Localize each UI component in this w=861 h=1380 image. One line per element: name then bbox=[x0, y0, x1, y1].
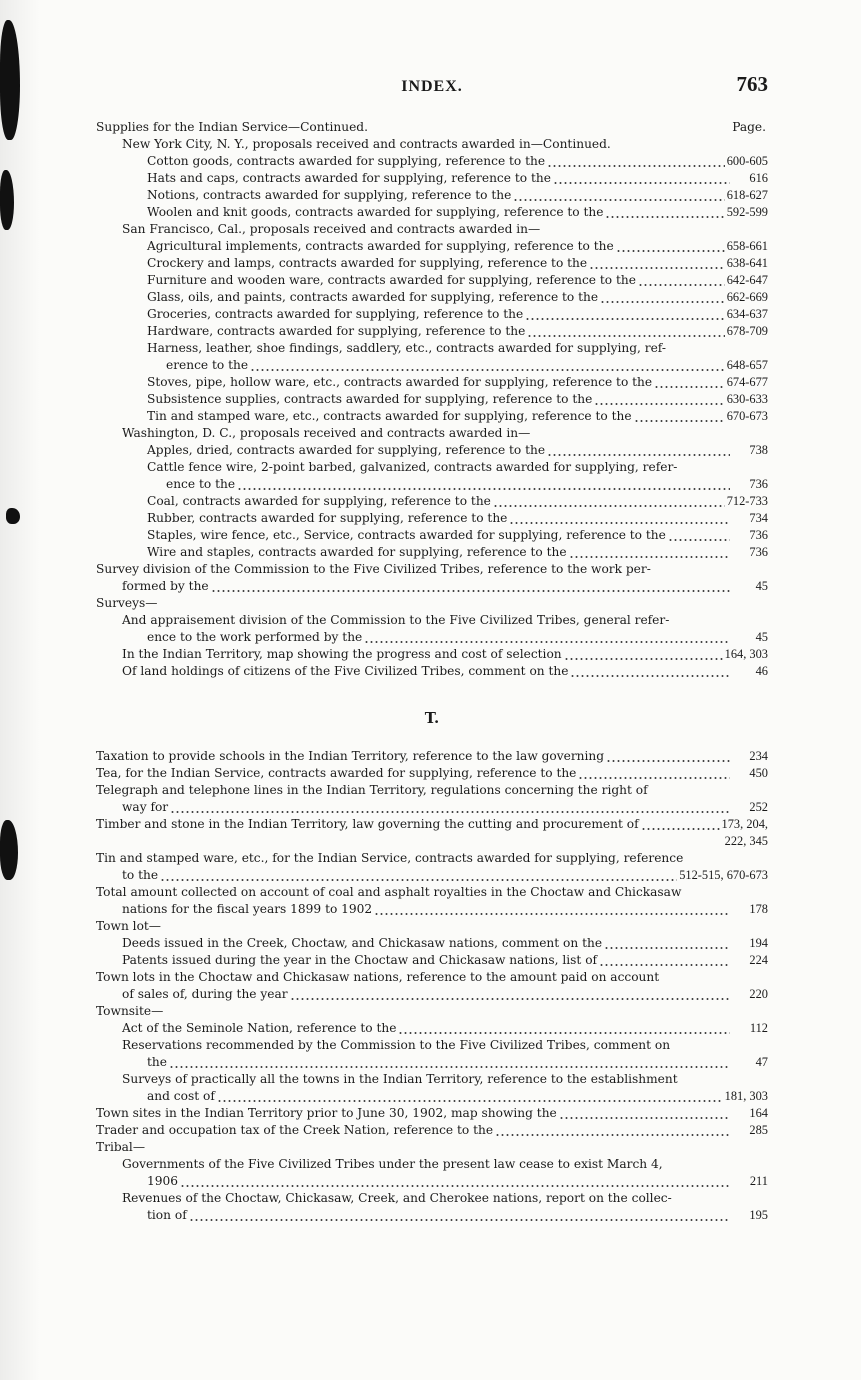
index-entry bbox=[96, 476, 768, 493]
entry-text: of sales of, during the year bbox=[122, 987, 288, 1001]
index-entry bbox=[96, 1122, 768, 1139]
entry-text: Surveys— bbox=[96, 596, 158, 610]
index-entry bbox=[96, 969, 768, 986]
dot-leader bbox=[525, 306, 725, 323]
entry-page: 224 bbox=[749, 953, 768, 967]
index-entry bbox=[96, 629, 768, 646]
entry-page: 662-669 bbox=[726, 290, 768, 304]
dot-leader bbox=[217, 1088, 723, 1105]
entry-text: And appraisement division of the Commission to the Five Civilized Tribes, general refer- bbox=[122, 613, 670, 627]
index-entry bbox=[96, 816, 768, 833]
dot-leader bbox=[604, 935, 730, 952]
entry-text: 1906 bbox=[147, 1174, 179, 1188]
entry-page bbox=[732, 850, 768, 867]
index-entry bbox=[96, 391, 768, 408]
entry-page bbox=[732, 782, 768, 799]
dot-leader bbox=[685, 850, 730, 867]
entry-text: Tribal— bbox=[96, 1140, 146, 1154]
entry-page bbox=[732, 425, 768, 442]
scan-blot bbox=[6, 508, 20, 524]
entry-text: Glass, oils, and paints, contracts awarded for supplying, reference to the bbox=[147, 290, 599, 304]
entry-page bbox=[732, 1156, 768, 1173]
index-entry bbox=[96, 493, 768, 510]
index-entry bbox=[96, 357, 768, 374]
entry-text: Reservations recommended by the Commission to the Five Civilized Tribes, comment on bbox=[122, 1038, 671, 1052]
entry-text: Cattle fence wire, 2-point barbed, galvanized, contracts awarded for supplying, refer- bbox=[147, 460, 678, 474]
dot-leader bbox=[680, 1071, 730, 1088]
entry-text: Taxation to provide schools in the Indian Territory, reference to the law governing bbox=[96, 749, 605, 763]
page-column-label: Page. bbox=[732, 120, 766, 134]
index-entry bbox=[96, 374, 768, 391]
entry-page: 45 bbox=[755, 630, 768, 644]
dot-leader bbox=[564, 646, 723, 663]
entry-page: 736 bbox=[749, 545, 768, 559]
dot-leader bbox=[650, 782, 730, 799]
continued-heading-row bbox=[96, 119, 768, 136]
dot-leader bbox=[653, 561, 730, 578]
dot-leader bbox=[159, 595, 730, 612]
entry-text: tion of bbox=[147, 1208, 187, 1222]
entry-page bbox=[732, 884, 768, 901]
entry-text: Patents issued during the year in the Choctaw and Chickasaw nations, list of bbox=[122, 953, 598, 967]
entry-page bbox=[732, 340, 768, 357]
entry-text: Coal, contracts awarded for supplying, reference to the bbox=[147, 494, 491, 508]
entry-text: Telegraph and telephone lines in the Indian Territory, regulations concerning the right of bbox=[96, 783, 648, 797]
entry-page: 512-515, 670-673 bbox=[679, 868, 768, 882]
dot-leader bbox=[569, 544, 730, 561]
index-entry bbox=[96, 1156, 768, 1173]
index-entry bbox=[96, 204, 768, 221]
entry-text: Governments of the Five Civilized Tribes under the present law cease to exist March 4, bbox=[122, 1157, 663, 1171]
index-entry bbox=[96, 170, 768, 187]
index-entry bbox=[96, 833, 768, 850]
entry-page: 712-733 bbox=[726, 494, 768, 508]
entry-text: ence to the work performed by the bbox=[147, 630, 363, 644]
index-entry bbox=[96, 748, 768, 765]
index-entry bbox=[96, 1037, 768, 1054]
entry-page: 222, 345 bbox=[724, 834, 768, 848]
dot-leader bbox=[605, 204, 724, 221]
dot-leader bbox=[638, 272, 725, 289]
entry-text: Tin and stamped ware, etc., for the Indian Service, contracts awarded for supplying, reference bbox=[96, 851, 684, 865]
entry-page: 634-637 bbox=[726, 307, 768, 321]
entry-text: New York City, N. Y., proposals received and contracts awarded in—Continued. bbox=[122, 137, 611, 151]
dot-leader bbox=[513, 187, 724, 204]
dot-leader bbox=[189, 1207, 730, 1224]
entry-text: Cotton goods, contracts awarded for supplying, reference to the bbox=[147, 154, 546, 168]
dot-leader bbox=[509, 510, 730, 527]
entry-text: Act of the Seminole Nation, reference to the bbox=[122, 1021, 397, 1035]
index-entry bbox=[96, 867, 768, 884]
entry-text: Town sites in the Indian Territory prior to June 30, 1902, map showing the bbox=[96, 1106, 557, 1120]
entry-text: the bbox=[147, 1055, 167, 1069]
index-entry bbox=[96, 323, 768, 340]
entry-text: erence to the bbox=[166, 358, 249, 372]
index-entry bbox=[96, 1003, 768, 1020]
entry-page: 194 bbox=[749, 936, 768, 950]
dot-leader bbox=[661, 969, 730, 986]
entry-text: San Francisco, Cal., proposals received and contracts awarded in— bbox=[122, 222, 541, 236]
entry-text: Surveys of practically all the towns in the Indian Territory, reference to the establishment bbox=[122, 1072, 678, 1086]
entry-text: Staples, wire fence, etc., Service, contracts awarded for supplying, reference to the bbox=[147, 528, 666, 542]
dot-leader bbox=[547, 153, 725, 170]
index-entry bbox=[96, 612, 768, 629]
dot-leader bbox=[547, 442, 730, 459]
dot-leader bbox=[374, 901, 730, 918]
index-entry bbox=[96, 510, 768, 527]
entry-text: Notions, contracts awarded for supplying, reference to the bbox=[147, 188, 512, 202]
entry-page: 164 bbox=[749, 1106, 768, 1120]
dot-leader bbox=[147, 1139, 730, 1156]
entry-page: 618-627 bbox=[726, 188, 768, 202]
dot-leader bbox=[683, 884, 730, 901]
entry-text: Woolen and knit goods, contracts awarded for supplying, reference to the bbox=[147, 205, 604, 219]
entry-text: Tin and stamped ware, etc., contracts awarded for supplying, reference to the bbox=[147, 409, 632, 423]
entry-page: 736 bbox=[749, 477, 768, 491]
entry-page bbox=[732, 221, 768, 238]
index-entry bbox=[96, 272, 768, 289]
index-entry bbox=[96, 289, 768, 306]
entry-page: 738 bbox=[749, 443, 768, 457]
entry-page: 112 bbox=[749, 1021, 768, 1035]
dot-leader bbox=[570, 663, 730, 680]
entry-page: 630-633 bbox=[726, 392, 768, 406]
entry-text: Harness, leather, shoe findings, saddlery, etc., contracts awarded for supplying, ref- bbox=[147, 341, 667, 355]
index-entry bbox=[96, 1088, 768, 1105]
entry-page: 638-641 bbox=[726, 256, 768, 270]
entry-page: 600-605 bbox=[726, 154, 768, 168]
entry-text: nations for the fiscal years 1899 to 1902 bbox=[122, 902, 373, 916]
entry-page: 648-657 bbox=[726, 358, 768, 372]
entry-text: formed by the bbox=[122, 579, 209, 593]
entry-page: 736 bbox=[749, 528, 768, 542]
continued-heading: Supplies for the Indian Service—Continued. bbox=[96, 120, 368, 134]
entry-page bbox=[732, 595, 768, 612]
dot-leader bbox=[665, 1156, 730, 1173]
index-entry bbox=[96, 459, 768, 476]
index-entry bbox=[96, 782, 768, 799]
index-entry bbox=[96, 1105, 768, 1122]
dot-leader bbox=[180, 1173, 730, 1190]
index-section-s bbox=[96, 119, 768, 680]
entry-text: Trader and occupation tax of the Creek Nation, reference to the bbox=[96, 1123, 494, 1137]
entry-text: ence to the bbox=[166, 477, 236, 491]
entry-text: In the Indian Territory, map showing the progress and cost of selection bbox=[122, 647, 562, 661]
entry-text: Crockery and lamps, contracts awarded for supplying, reference to the bbox=[147, 256, 588, 270]
entry-text: Total amount collected on account of coal and asphalt royalties in the Choctaw and Chickasaw bbox=[96, 885, 682, 899]
entry-page: 173, 204, bbox=[721, 817, 768, 831]
dot-leader bbox=[606, 748, 730, 765]
index-entry bbox=[96, 986, 768, 1003]
entry-page: 211 bbox=[749, 1174, 768, 1188]
index-entry bbox=[96, 952, 768, 969]
entry-page: 195 bbox=[749, 1208, 768, 1222]
entry-page: 734 bbox=[749, 511, 768, 525]
entry-text: and cost of bbox=[147, 1089, 215, 1103]
entry-page: 164, 303 bbox=[724, 647, 768, 661]
entry-page bbox=[732, 1071, 768, 1088]
entry-page bbox=[732, 561, 768, 578]
entry-page bbox=[732, 1003, 768, 1020]
section-letter: T. bbox=[424, 709, 440, 727]
entry-text: Survey division of the Commission to the Five Civilized Tribes, reference to the work per- bbox=[96, 562, 651, 576]
dot-leader bbox=[599, 952, 730, 969]
index-entry bbox=[96, 901, 768, 918]
dot-leader bbox=[613, 136, 730, 153]
index-entry bbox=[96, 1190, 768, 1207]
entry-page: 252 bbox=[749, 800, 768, 814]
index-entry bbox=[96, 1173, 768, 1190]
dot-leader bbox=[237, 476, 730, 493]
dot-leader bbox=[674, 1190, 730, 1207]
index-entry bbox=[96, 1020, 768, 1037]
index-entry bbox=[96, 1054, 768, 1071]
dot-leader bbox=[634, 408, 725, 425]
index-entry bbox=[96, 340, 768, 357]
dot-leader bbox=[250, 357, 725, 374]
index-entry bbox=[96, 765, 768, 782]
index-entry bbox=[96, 1071, 768, 1088]
entry-text: Rubber, contracts awarded for supplying, reference to the bbox=[147, 511, 508, 525]
entry-text: Subsistence supplies, contracts awarded for supplying, reference to the bbox=[147, 392, 593, 406]
entry-text: Town lots in the Choctaw and Chickasaw nations, reference to the amount paid on account bbox=[96, 970, 660, 984]
entry-text: Deeds issued in the Creek, Choctaw, and Chickasaw nations, comment on the bbox=[122, 936, 603, 950]
entry-text: Groceries, contracts awarded for supplying, reference to the bbox=[147, 307, 524, 321]
entry-page bbox=[732, 969, 768, 986]
entry-text: Tea, for the Indian Service, contracts awarded for supplying, reference to the bbox=[96, 766, 577, 780]
index-entry bbox=[96, 561, 768, 578]
dot-leader bbox=[654, 374, 725, 391]
page-number: 763 bbox=[736, 72, 768, 96]
index-entry bbox=[96, 442, 768, 459]
dot-leader bbox=[578, 765, 730, 782]
index-entry bbox=[96, 935, 768, 952]
entry-page bbox=[732, 1037, 768, 1054]
entry-text: Wire and staples, contracts awarded for supplying, reference to the bbox=[147, 545, 567, 559]
entry-text: Hardware, contracts awarded for supplying, reference to the bbox=[147, 324, 526, 338]
entry-text: Stoves, pipe, hollow ware, etc., contracts awarded for supplying, reference to the bbox=[147, 375, 653, 389]
entry-page: 46 bbox=[755, 664, 768, 678]
dot-leader bbox=[98, 833, 723, 850]
dot-leader bbox=[553, 170, 730, 187]
index-entry bbox=[96, 850, 768, 867]
entry-page: 642-647 bbox=[726, 273, 768, 287]
dot-leader bbox=[290, 986, 730, 1003]
dot-leader bbox=[589, 255, 725, 272]
index-entry bbox=[96, 187, 768, 204]
index-entry bbox=[96, 221, 768, 238]
dot-leader bbox=[169, 1054, 730, 1071]
dot-leader bbox=[671, 612, 730, 629]
entry-page bbox=[732, 918, 768, 935]
entry-page: 234 bbox=[749, 749, 768, 763]
dot-leader bbox=[641, 816, 720, 833]
index-entry bbox=[96, 544, 768, 561]
entry-text: Townsite— bbox=[96, 1004, 164, 1018]
entry-page: 674-677 bbox=[726, 375, 768, 389]
dot-leader bbox=[672, 1037, 730, 1054]
index-entry bbox=[96, 408, 768, 425]
entry-page: 658-661 bbox=[726, 239, 768, 253]
dot-leader bbox=[616, 238, 725, 255]
index-entry bbox=[96, 595, 768, 612]
index-entry bbox=[96, 646, 768, 663]
index-entry bbox=[96, 578, 768, 595]
entry-text: way for bbox=[122, 800, 169, 814]
entry-text: Of land holdings of citizens of the Five Civilized Tribes, comment on the bbox=[122, 664, 569, 678]
entry-page: 592-599 bbox=[726, 205, 768, 219]
entry-page bbox=[732, 459, 768, 476]
dot-leader bbox=[160, 867, 677, 884]
dot-leader bbox=[493, 493, 725, 510]
dot-leader bbox=[163, 918, 730, 935]
entry-page bbox=[732, 136, 768, 153]
index-entry bbox=[96, 255, 768, 272]
index-entry bbox=[96, 136, 768, 153]
index-entry bbox=[96, 918, 768, 935]
entry-page: 220 bbox=[749, 987, 768, 1001]
dot-leader bbox=[532, 425, 730, 442]
entry-text: Apples, dried, contracts awarded for supplying, reference to the bbox=[147, 443, 546, 457]
entry-page bbox=[732, 1190, 768, 1207]
dot-leader bbox=[211, 578, 730, 595]
entry-page: 616 bbox=[749, 171, 768, 185]
entry-page: 45 bbox=[755, 579, 768, 593]
entry-page: 178 bbox=[749, 902, 768, 916]
page-header bbox=[96, 72, 768, 100]
dot-leader bbox=[542, 221, 730, 238]
dot-leader bbox=[679, 459, 730, 476]
entry-text: Furniture and wooden ware, contracts awarded for supplying, reference to the bbox=[147, 273, 636, 287]
entry-text: Hats and caps, contracts awarded for supplying, reference to the bbox=[147, 171, 551, 185]
entry-text: Timber and stone in the Indian Territory, law governing the cutting and procurement of bbox=[96, 817, 639, 831]
index-entry bbox=[96, 884, 768, 901]
index-entry bbox=[96, 799, 768, 816]
dot-leader bbox=[600, 289, 725, 306]
entry-text: Town lot— bbox=[96, 919, 161, 933]
index-entry bbox=[96, 527, 768, 544]
dot-leader bbox=[668, 527, 730, 544]
dot-leader bbox=[594, 391, 724, 408]
entry-page bbox=[732, 1139, 768, 1156]
dot-leader bbox=[398, 1020, 730, 1037]
index-entry bbox=[96, 1139, 768, 1156]
entry-page: 285 bbox=[749, 1123, 768, 1137]
dot-leader bbox=[165, 1003, 730, 1020]
dot-leader bbox=[170, 799, 730, 816]
index-entry bbox=[96, 238, 768, 255]
dot-leader bbox=[495, 1122, 730, 1139]
entry-page: 450 bbox=[749, 766, 768, 780]
dot-leader bbox=[559, 1105, 730, 1122]
entry-page: 678-709 bbox=[726, 324, 768, 338]
entry-page: 47 bbox=[755, 1055, 768, 1069]
entry-page: 181, 303 bbox=[724, 1089, 768, 1103]
index-entry bbox=[96, 663, 768, 680]
index-entry bbox=[96, 1207, 768, 1224]
dot-leader bbox=[527, 323, 724, 340]
index-entry bbox=[96, 425, 768, 442]
entry-text: Agricultural implements, contracts awarded for supplying, reference to the bbox=[147, 239, 614, 253]
entry-page: 670-673 bbox=[726, 409, 768, 423]
entry-text: Revenues of the Choctaw, Chickasaw, Creek, and Cherokee nations, report on the collec- bbox=[122, 1191, 672, 1205]
entry-text: Washington, D. C., proposals received and contracts awarded in— bbox=[122, 426, 531, 440]
index-section-t bbox=[96, 748, 768, 1224]
index-entry bbox=[96, 153, 768, 170]
dot-leader bbox=[364, 629, 730, 646]
entry-text: to the bbox=[122, 868, 159, 882]
dot-leader bbox=[668, 340, 730, 357]
entry-page bbox=[732, 612, 768, 629]
index-entry bbox=[96, 306, 768, 323]
page-title: INDEX. bbox=[401, 78, 463, 95]
